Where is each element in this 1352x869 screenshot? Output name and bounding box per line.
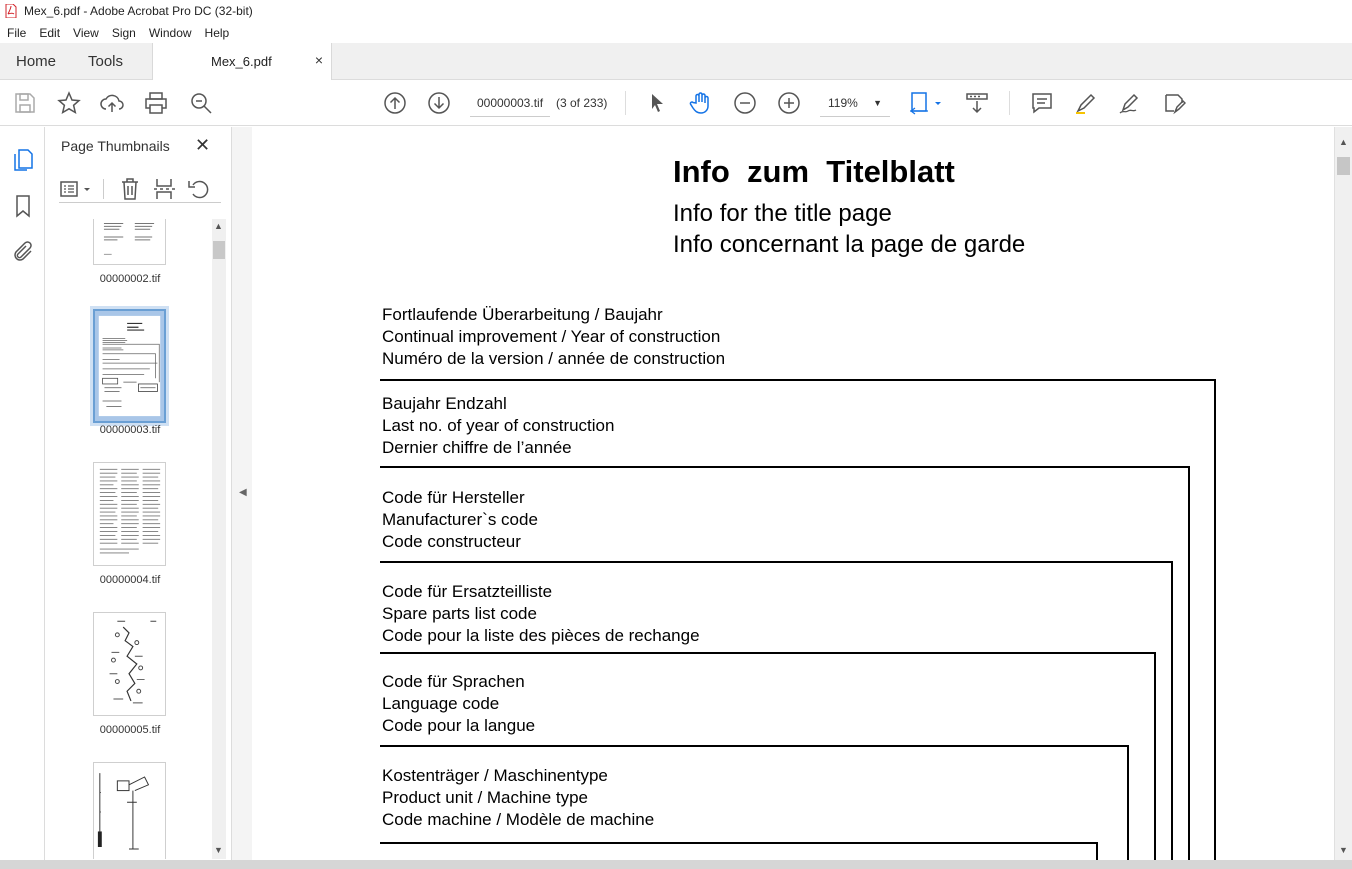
zoom-out-icon[interactable] [733,91,757,115]
print-icon[interactable] [144,91,168,115]
attachment-icon[interactable] [11,240,35,264]
scrollbar-thumb[interactable] [213,241,225,259]
toolbar-divider [1009,91,1010,115]
field-label-fr: Numéro de la version / année de construction [382,349,726,368]
scroll-down-icon[interactable]: ▼ [214,845,223,855]
highlight-icon[interactable] [1074,91,1098,115]
bracket-line [1214,379,1216,860]
page-number-input[interactable]: 00000003.tif [470,89,550,117]
toolbar-divider [103,179,104,199]
field-label-de: Code für Sprachen [382,672,525,691]
thumbnail-label: 00000003.tif [99,424,161,436]
field-label-de: Baujahr Endzahl [382,394,507,413]
document-scrollbar[interactable] [1334,127,1352,860]
panel-title: Page Thumbnails [61,138,170,154]
thumbnail-preview [94,463,165,565]
hand-icon[interactable] [689,91,713,115]
bracket-line [1127,745,1129,860]
zoom-select[interactable] [820,89,890,117]
field-label-fr: Code pour la langue [382,716,536,735]
divider-line [380,745,1129,747]
menu-sign[interactable]: Sign [111,25,136,40]
menu-window[interactable]: Window [148,25,192,40]
split-page-icon[interactable] [152,177,176,201]
thumbnail-list [45,219,207,859]
tab-document-label: Mex_6.pdf [211,54,272,69]
field-label-en: Manufacturer`s code [382,510,538,529]
delete-page-icon[interactable] [118,177,142,201]
bracket-line [1188,466,1190,860]
collapse-panel-icon[interactable]: ◀ [239,487,247,498]
page-count: (3 of 233) [556,96,608,110]
document-view[interactable] [252,127,1334,860]
options-menu-icon[interactable] [59,177,93,201]
thumbnail-scrollbar[interactable] [212,219,226,859]
field-block [382,765,654,831]
page-up-icon[interactable] [383,91,407,115]
page-thumbnail[interactable] [93,612,166,716]
bookmark-icon[interactable] [11,194,35,218]
page-thumbnail-selected[interactable] [93,309,166,423]
page-down-icon[interactable] [427,91,451,115]
field-block [382,581,700,647]
tab-bar [0,43,1352,80]
page-thumbnails-icon[interactable] [11,148,35,172]
field-block [382,304,725,370]
menu-bar [0,22,1352,43]
page-thumbnails-panel [45,127,232,860]
field-label-en: Product unit / Machine type [382,788,589,807]
divider-line [380,561,1173,563]
bracket-line [1171,561,1173,860]
scroll-up-icon[interactable]: ▲ [214,221,223,231]
zoom-value: 119% [828,96,858,110]
thumbnail-toolbar [59,177,221,203]
main-toolbar [0,80,1352,126]
toolbar-divider [625,91,626,115]
field-label-fr: Code machine / Modèle de machine [382,810,655,829]
field-label-de: Kostenträger / Maschinentype [382,766,608,785]
page-thumbnail[interactable] [93,462,166,566]
thumbnail-preview [94,763,165,859]
page-thumbnail[interactable] [93,219,166,265]
zoom-in-icon[interactable] [777,91,801,115]
thumbnail-preview [95,311,164,421]
divider-line [380,652,1156,654]
thumbnail-label: 00000004.tif [99,574,161,586]
menu-help[interactable]: Help [204,25,230,40]
thumbnail-label: 00000002.tif [99,273,161,285]
upload-icon[interactable] [100,91,124,115]
field-label-fr: Code pour la liste des pièces de rechange [382,626,700,645]
divider-line [380,466,1190,468]
menu-file[interactable]: File [7,25,27,40]
comment-icon[interactable] [1030,91,1054,115]
bracket-line [1154,652,1156,860]
thumbnail-label: 00000005.tif [99,724,161,736]
sign-icon[interactable] [1118,91,1142,115]
close-icon[interactable]: ✕ [195,135,211,155]
scroll-down-icon[interactable]: ▼ [1339,845,1348,855]
menu-edit[interactable]: Edit [39,25,61,40]
scrollbar-thumb[interactable] [1337,157,1350,175]
field-label-de: Code für Ersatzteilliste [382,582,553,601]
field-label-fr: Dernier chiffre de l’année [382,438,572,457]
field-label-de: Fortlaufende Überarbeitung / Baujahr [382,305,663,324]
window-title: Mex_6.pdf - Adobe Acrobat Pro DC (32-bit) [24,4,253,18]
rotate-page-icon[interactable] [187,177,211,201]
panel-splitter[interactable] [232,127,252,860]
thumbnail-preview [94,219,165,264]
title-bar [0,0,1352,22]
page-fit-icon[interactable] [909,91,943,115]
page-title: Info zum Titelblatt [673,154,955,189]
fill-sign-icon[interactable] [1162,91,1186,115]
divider-line [380,379,1216,381]
scroll-mode-icon[interactable] [965,91,989,115]
navigation-rail [0,127,45,860]
tab-document[interactable] [152,43,332,80]
field-label-en: Spare parts list code [382,604,537,623]
page-subtitle: Info for the title page [673,200,892,227]
search-zoom-icon[interactable] [189,91,213,115]
taskbar-strip [0,860,1352,869]
field-block [382,671,535,737]
divider-line [380,842,1098,844]
field-block [382,487,538,553]
tab-home[interactable]: Home [16,53,57,70]
page-subtitle: Info concernant la page de garde [673,231,1026,258]
scroll-up-icon[interactable]: ▲ [1339,137,1348,147]
save-icon[interactable] [13,91,37,115]
star-icon[interactable] [57,91,81,115]
field-label-en: Last no. of year of construction [382,416,615,435]
acrobat-app-icon [5,4,17,18]
field-label-en: Continual improvement / Year of construction [382,327,721,346]
menu-view[interactable]: View [73,25,99,40]
field-label-de: Code für Hersteller [382,488,525,507]
close-tab-icon[interactable]: × [314,52,323,68]
chevron-down-icon: ▼ [873,98,882,108]
thumbnail-preview [94,613,165,715]
field-label-fr: Code constructeur [382,532,521,551]
page-thumbnail[interactable] [93,762,166,859]
field-label-en: Language code [382,694,500,713]
tab-tools[interactable]: Tools [88,53,124,70]
field-block [382,393,614,459]
select-cursor-icon[interactable] [645,91,669,115]
bracket-line [1096,842,1098,860]
